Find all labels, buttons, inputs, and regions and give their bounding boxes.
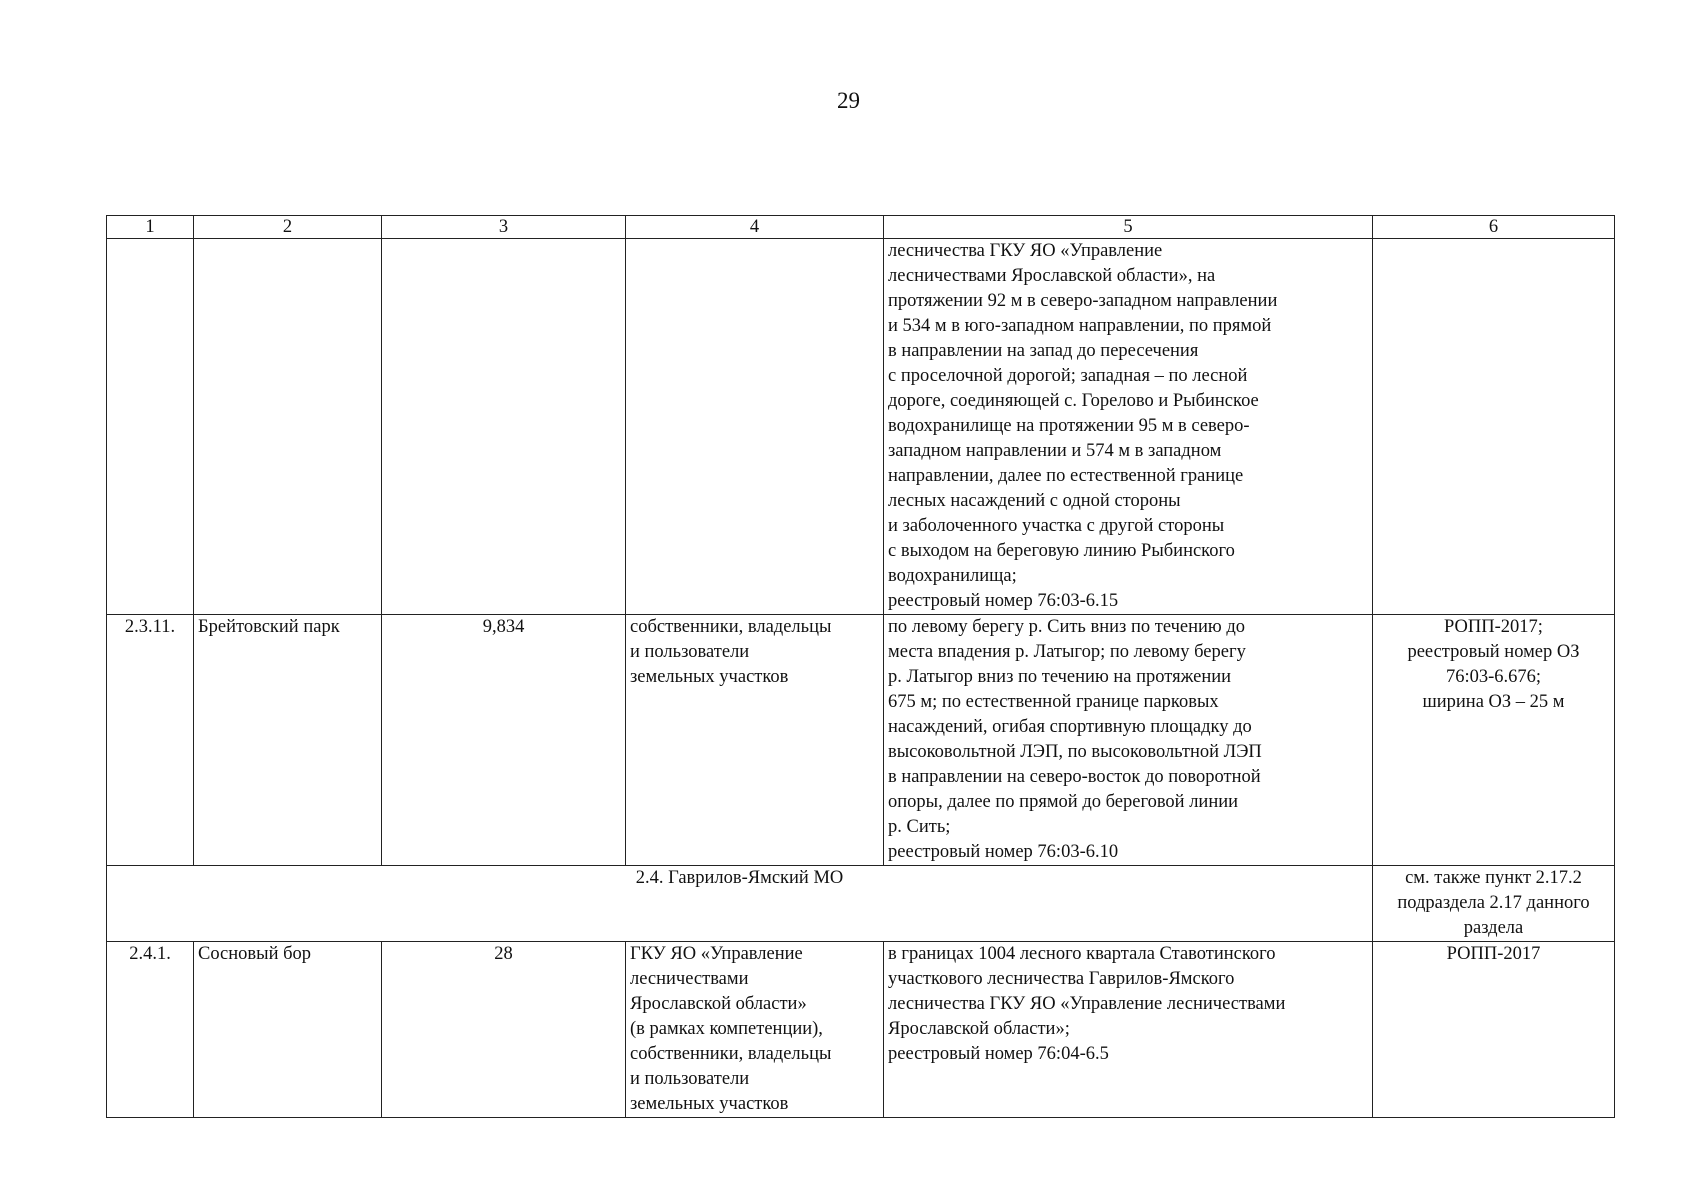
row-notes-cell bbox=[1373, 239, 1615, 615]
header-cell: 6 bbox=[1373, 216, 1615, 239]
table-header-row bbox=[107, 216, 1615, 239]
row-name-cell: Сосновый бор bbox=[194, 942, 382, 1118]
protected-areas-table bbox=[106, 215, 1615, 1118]
row-description-cell: по левому берегу р. Сить вниз по течению до места впадения р. Латыгор; по левому берегу р. Латыгор вниз по течению на протяжении 675 м; по естественной границе парковых насаждений, огибая спортивную площадку до высоковольтной ЛЭП, по высоковольтной ЛЭП в направлении на северо-восток до поворотной опоры, далее по прямой до береговой линии р. Сить; реестровый номер 76:03-6.10 bbox=[884, 615, 1373, 866]
row-owners-cell: ГКУ ЯО «Управление лесничествами Ярославской области» (в рамках компетенции), собственники, владельцы и пользователи земельных участков bbox=[626, 942, 884, 1118]
row-area-cell: 9,834 bbox=[382, 615, 626, 866]
section-title: 2.4. Гаврилов-Ямский МО bbox=[107, 866, 1373, 942]
row-number-cell: 2.3.11. bbox=[107, 615, 194, 866]
header-cell: 1 bbox=[107, 216, 194, 239]
row-owners-cell bbox=[626, 239, 884, 615]
table-row bbox=[107, 942, 1615, 1118]
row-notes-cell: РОПП-2017 bbox=[1373, 942, 1615, 1118]
header-cell: 4 bbox=[626, 216, 884, 239]
section-row bbox=[107, 866, 1615, 942]
row-number-cell bbox=[107, 239, 194, 615]
row-description-cell: в границах 1004 лесного квартала Ставотинского участкового лесничества Гаврилов-Ямского лесничества ГКУ ЯО «Управление лесничествами Ярославской области»; реестровый номер 76:04-6.5 bbox=[884, 942, 1373, 1118]
row-area-cell: 28 bbox=[382, 942, 626, 1118]
page-number: 29 bbox=[837, 88, 860, 113]
row-number-cell: 2.4.1. bbox=[107, 942, 194, 1118]
row-owners-cell: собственники, владельцы и пользователи земельных участков bbox=[626, 615, 884, 866]
row-name-cell bbox=[194, 239, 382, 615]
header-cell: 3 bbox=[382, 216, 626, 239]
row-area-cell bbox=[382, 239, 626, 615]
row-description-cell: лесничества ГКУ ЯО «Управление лесничествами Ярославской области», на протяжении 92 м в северо-западном направлении и 534 м в юго-западном направлении, по прямой в направлении на запад до пересечения с проселочной дорогой; западная – по лесной дороге, соединяющей с. Горелово и Рыбинское водохранилище на протяжении 95 м в северо- западном направлении и 574 м в западном направлении, далее по естественной границе лесных насаждений с одной стороны и заболоченного участка с другой стороны с выходом на береговую линию Рыбинского водохранилища; реестровый номер 76:03-6.15 bbox=[884, 239, 1373, 615]
row-notes-cell: РОПП-2017; реестровый номер ОЗ 76:03-6.676; ширина ОЗ – 25 м bbox=[1373, 615, 1615, 866]
section-notes: см. также пункт 2.17.2 подраздела 2.17 данного раздела bbox=[1373, 866, 1615, 942]
header-cell: 2 bbox=[194, 216, 382, 239]
row-name-cell: Брейтовский парк bbox=[194, 615, 382, 866]
table-row bbox=[107, 239, 1615, 615]
header-cell: 5 bbox=[884, 216, 1373, 239]
table-row bbox=[107, 615, 1615, 866]
